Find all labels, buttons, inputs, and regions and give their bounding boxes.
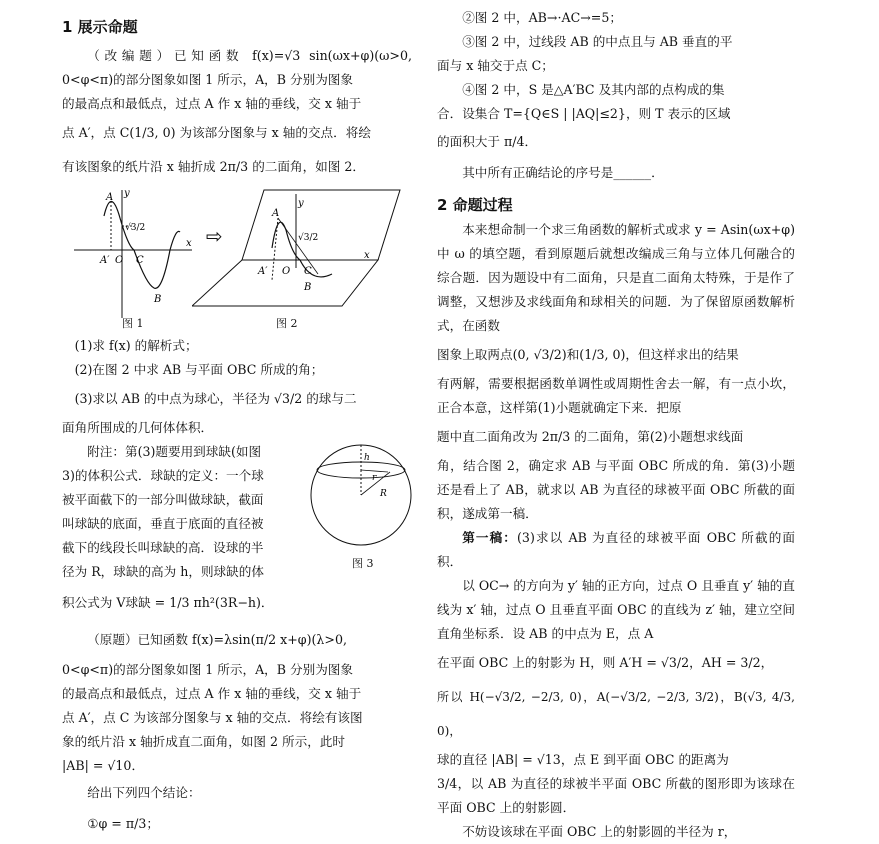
label-y: y [124, 188, 130, 199]
label-sqrt3-over-2: √3/2 [125, 223, 146, 233]
conclusion-4-cont: 合．设集合 T={Q∈S | |AQ|≤2}，则 T 表示的区域 [437, 106, 731, 121]
conclusion-3: ③图 2 中，过线段 AB 的中点且与 AB 垂直的平 [462, 34, 733, 49]
process-line: 图象上取两点(0, √3/2)和(1/3, 0)，但这样求出的结果 [437, 347, 739, 362]
draft-label: 第一稿： [462, 530, 518, 545]
revised-problem-line: 点 A′，点 C(1/3, 0) 为该部分图象与 x 轴的交点．将绘 [62, 125, 371, 140]
solution-line: 球的直径 |AB| = √13，点 E 到平面 OBC 的距离为 [437, 752, 729, 767]
label-y: y [298, 198, 304, 209]
label-A: A [106, 192, 114, 203]
question-2: (2)在图 2 中求 AB 与平面 OBC 所成的角； [74, 362, 324, 377]
original-problem-line: 象的纸片沿 x 轴折成直二面角，如图 2 所示，此时 [62, 734, 346, 749]
note-line: 附注：第(3)题要用到球缺(如图 [87, 444, 262, 459]
figures-1-2 [62, 184, 412, 334]
note-line: 叫球缺的底面，垂直于底面的直径被 [62, 516, 264, 531]
answer-prompt: 其中所有正确结论的序号是______． [462, 165, 664, 180]
figure-3-caption: 图 3 [352, 557, 374, 570]
revised-problem-line: 的最高点和最低点，过点 A 作 x 轴的垂线，交 x 轴于 [62, 96, 362, 111]
process-line: 题中直二面角改为 2π/3 的二面角，第(2)小题想求线面 [437, 429, 744, 444]
label-A-prime: A′ [258, 266, 268, 277]
section-heading-2: 2 命题过程 [437, 196, 513, 214]
label-r: r [372, 473, 377, 483]
original-problem-line: |AB| = √10． [62, 758, 145, 773]
draft-paragraph [437, 526, 795, 574]
note-line: 积公式为 V球缺 = 1/3 πh²(3R−h)． [62, 595, 274, 610]
label-sqrt3-over-2: √3/2 [298, 233, 319, 243]
label-A-prime: A′ [100, 255, 110, 266]
label-x: x [186, 238, 192, 249]
revised-problem-line: （改编题）已知函数 f(x)=√3 sin(ωx+φ)(ω>0, 0<φ<π)的部分图象如图 1 所示，A，B 分别为图象 [62, 48, 412, 87]
conclusion-2: ②图 2 中，AB→·AC→=5； [462, 10, 622, 25]
original-problem-line: 的最高点和最低点，过点 A 作 x 轴的垂线，交 x 轴于 [62, 686, 362, 701]
process-paragraph: 本来想命制一个求三角函数的解析式或求 y = Asin(ωx+φ)中 ω 的填空题，看到原题后就想改编成三角与立体几何融合的综合题．因为题设中有二面角，只是直二面角太特殊，于是作了调整，又想涉及求线面角和球相关的问题．为了保留原函数解析式，在函数 [437, 222, 795, 333]
label-B: B [304, 282, 312, 293]
figure-1 [74, 188, 194, 323]
solution-line: 在平面 OBC 上的射影为 H，则 A′H = √3/2，AH = 3/2， [437, 655, 774, 670]
arrow-icon: ⇨ [206, 224, 223, 248]
conclusion-4-cont: 的面积大于 π/4． [437, 134, 538, 149]
question-3-cont: 面角所围成的几何体体积． [62, 420, 214, 435]
label-O: O [282, 266, 291, 277]
note-line: 截下的线段长叫球缺的高．设球的半 [62, 540, 264, 555]
draft-text: (3)求以 AB 为直径的球被平面 OBC 所截的面积． [437, 530, 795, 569]
label-C: C [304, 266, 312, 277]
original-problem-line: （原题）已知函数 f(x)=λsin(π/2 x+φ)(λ>0, [87, 632, 347, 647]
conclusion-1: ①φ = π/3； [87, 816, 159, 831]
section-heading-1: 1 展示命题 [62, 18, 138, 36]
note-line: 径为 R，球缺的高为 h，则球缺的体 [62, 564, 264, 579]
figure-2-caption: 图 2 [276, 317, 298, 330]
process-paragraph: 角，结合图 2，确定求 AB 与平面 OBC 所成的角．第(3)小题还是看上了 AB，就求以 AB 为直径的球被平面 OBC 所截的面积，遂成第一稿． [437, 458, 795, 521]
conclusion-3-cont: 面与 x 轴交于点 C； [437, 58, 554, 73]
figure-2 [192, 188, 402, 328]
solution-paragraph: 以 OC→ 的方向为 y′ 轴的正方向，过点 O 且垂直 y′ 轴的直线为 x′ 轴，过点 O 且垂直平面 OBC 的直线为 z′ 轴，建立空间直角坐标系．设 AB 的中点为 E，点 A [437, 578, 795, 641]
note-line: 3)的体积公式．球缺的定义：一个球 [62, 468, 264, 483]
conclusion-4: ④图 2 中，S 是△A′BC 及其内部的点构成的集 [462, 82, 725, 97]
left-column [62, 0, 412, 840]
label-x: x [364, 250, 370, 261]
question-1: (1)求 f(x) 的解析式； [74, 338, 198, 353]
revised-problem-line: 有该图象的纸片沿 x 轴折成 2π/3 的二面角，如图 2． [62, 159, 365, 174]
note-block [62, 440, 412, 584]
solution-line: 不妨设该球在平面 OBC 上的射影圆的半径为 r， [462, 824, 737, 839]
process-paragraph: 有两解，需要根据函数单调性或周期性舍去一解，有一点小坎，正合本意，这样第(1)小题就确定下来．把原 [437, 376, 795, 415]
solution-line: 所以 H(−√3/2, −2/3, 0)，A(−√3/2, −2/3, 3/2)，B(√3, 4/3, 0)， [437, 690, 795, 738]
label-A: A [272, 208, 280, 219]
original-problem-line: 给出下列四个结论： [87, 785, 201, 800]
figure-1-caption: 图 1 [122, 317, 144, 330]
original-problem-line: 0<φ<π)的部分图象如图 1 所示，A，B 分别为图象 [62, 662, 353, 677]
label-h: h [364, 453, 370, 463]
label-O: O [115, 255, 124, 266]
label-B: B [154, 294, 162, 305]
question-3: (3)求以 AB 的中点为球心，半径为 √3/2 的球与二 [74, 391, 357, 406]
right-column [437, 0, 795, 844]
note-line: 被平面截下的一部分叫做球缺，截面 [62, 492, 264, 507]
label-C: C [136, 255, 144, 266]
label-R: R [380, 489, 387, 499]
original-problem-line: 点 A′，点 C 为该部分图象与 x 轴的交点．将绘有该图 [62, 710, 363, 725]
figure-3 [308, 442, 414, 548]
solution-paragraph: 3/4，以 AB 为直径的球被半平面 OBC 所截的图形即为该球在平面 OBC 上的射影圆． [437, 776, 795, 815]
